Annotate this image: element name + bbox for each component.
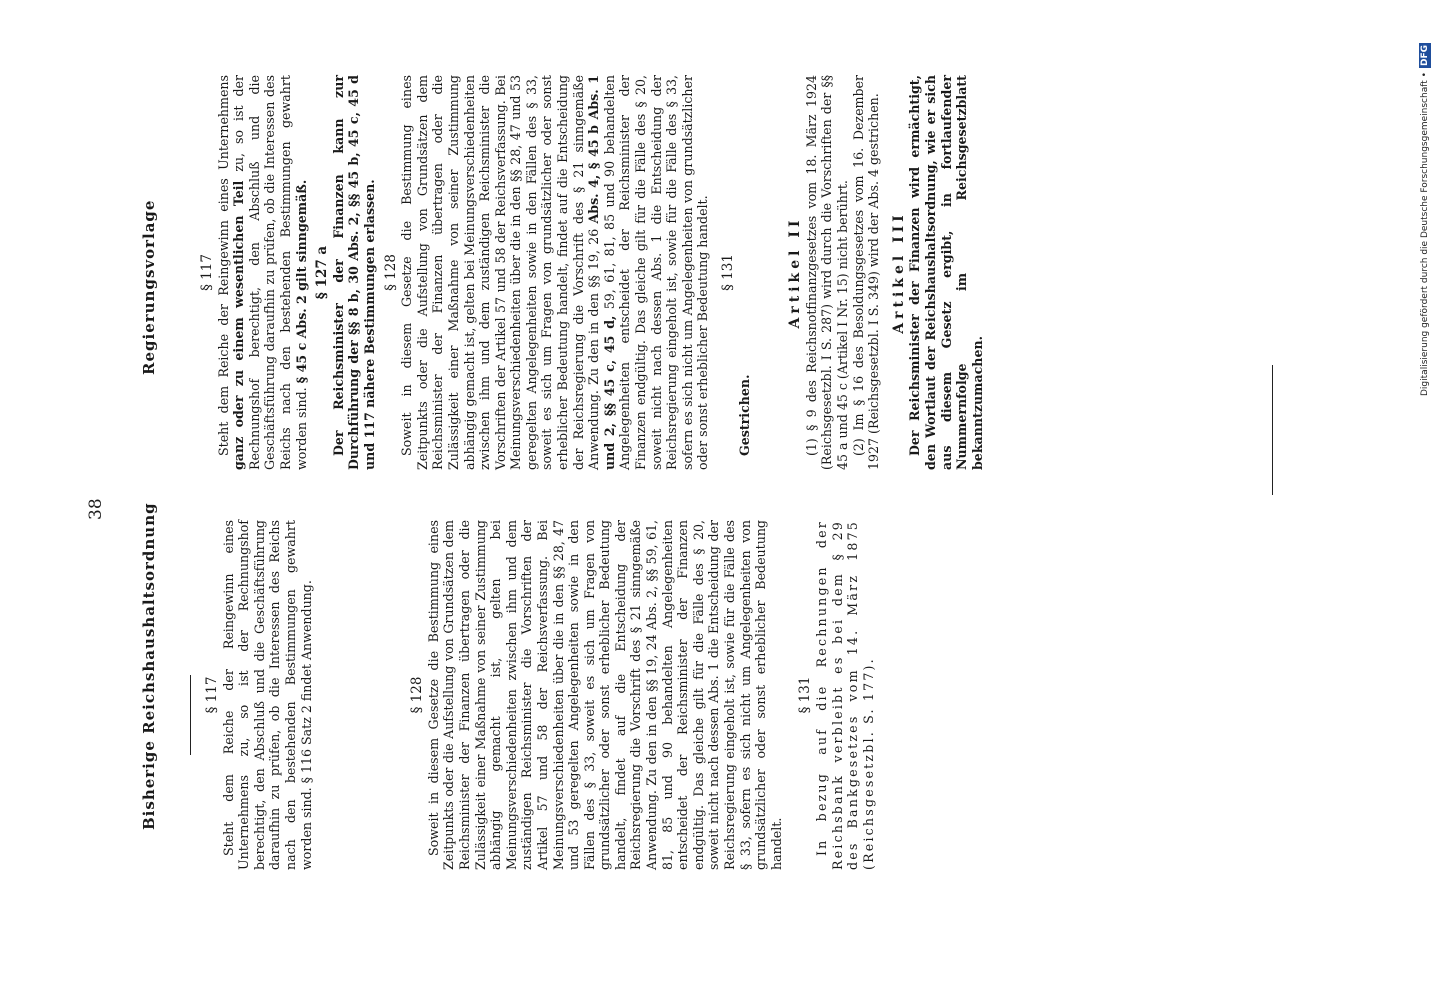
right-s128-heading: § 128	[382, 254, 399, 291]
digitization-note	[1418, 6, 1432, 396]
left-s131-heading: § 131	[797, 676, 814, 714]
right-s131-heading: § 131	[720, 254, 736, 291]
right-s117-text-b: zu, so ist der Rechnungshof berechtigt, den Abschluß und die Geschäftsführung daraufhin zu prüfen, ob die Interessen des Reichs nach den bestehenden Bestimmungen gewahrt worden sind.	[231, 75, 309, 470]
left-s131-text: In bezug auf die Rechnungen der Reichsbank verbleibt es bei dem § 29 des Bankgesetzes vom 14. März 1875 (Reichsgesetzbl. S. 177).	[814, 520, 876, 870]
right-column	[200, 75, 985, 470]
right-s128-text-a: Soweit in diesem Gesetze die Bestimmung eines Zeitpunkts oder die Aufstellung von Grundsätzen dem Reichsminister der Finanzen übertragen oder die Zulässigkeit einer Maßnahme von seiner Zustimmung abhängig gemacht ist, gelten bei Meinungsverschiedenheiten zwischen ihm und dem zuständigen Reichsminister die Vorschriften der Artikel 57 und 58 der Reichsverfassung. Bei Meinungsverschiedenheiten über die in den §§ 28, 47 und 53 geregelten Angelegenheiten sowie in den Fällen des § 33, soweit es sich um Fragen von grundsätzlicher oder sonst erheblicher Bedeutung handelt, findet auf die Entscheidung der Reichsregierung die Vorschrift des § 21 sinngemäße Anwendung. Zu den in den §§ 19, 26	[399, 75, 602, 470]
artikel-ii-para-1: (1) § 9 des Reichsnotfinanzgesetzes vom 18. März 1924 (Reichsgesetzbl. I S. 287) wird durch die Vorschriften der §§ 45 a und 45 c (Artikel I Nr. 15) nicht berührt.	[803, 75, 850, 470]
artikel-iii-heading: Artikel III	[890, 211, 907, 334]
artikel-iii-text: Der Reichsminister der Finanzen wird ermächtigt, den Wortlaut der Reichshaushaltsordnung, wie er sich aus diesem Gesetz ergibt, in fortlaufender Nummernfolge im Reichsgesetzblatt bekanntzumachen.	[907, 75, 985, 470]
right-s127a-text: Der Reichsminister der Finanzen kann zur Durchführung der §§ 8 b, 30 Abs. 2, §§ 45 b, 45 c, 45 d und 117 nähere Bestimmungen erlassen.	[330, 75, 377, 470]
left-s117-heading: § 117	[204, 676, 220, 714]
dfg-logo: DFG	[1420, 45, 1430, 67]
left-s128-heading: § 128	[409, 676, 426, 714]
artikel-ii-heading: Artikel II	[787, 216, 804, 329]
page-number: 38	[86, 498, 106, 520]
right-s131-text: Gestrichen.	[736, 374, 752, 456]
right-s128-text-bold: Abs. 4, § 45 b Abs. 1 und 2, §§ 45 c, 45 d,	[586, 75, 617, 470]
right-s117-text-bold2: § 45 c Abs. 2 gilt sinngemäß.	[293, 179, 309, 384]
left-s117-text: Steht dem Reiche der Reingewinn eines Unternehmens zu, so ist der Rechnungshof berechtigt, den Abschluß und die Geschäftsführung daraufhin zu prüfen, ob die Interessen des Reichs nach den bestehenden Bestimmungen gewahrt worden sind. § 116 Satz 2 findet Anwendung.	[220, 520, 314, 870]
digitization-note-text: Digitalisierung gefördert durch die Deutsche Forschungsgemeinschaft •	[1420, 72, 1430, 396]
right-s117-heading: § 117	[199, 254, 215, 291]
artikel-ii-para-2: (2) Im § 16 des Besoldungsgesetzes vom 16. Dezember 1927 (Reichsgesetzbl. I S. 349) wird der Abs. 4 gestrichen.	[850, 75, 882, 470]
left-column	[205, 520, 876, 870]
right-s128-text	[399, 75, 711, 470]
right-s117-text-bold: ganz oder zu einem wesentlichen Teil	[231, 180, 247, 470]
left-s128-text: Soweit in diesem Gesetze die Bestimmung eines Zeitpunkts oder die Aufstellung von Grundsätzen dem Reichsminister der Finanzen übertragen oder die Zulässigkeit einer Maßnahme von seiner Zustimmung abhängig gemacht ist, gelten bei Meinungsverschiedenheiten zwischen ihm und dem zuständigen Reichsminister die Vorschriften der Artikel 57 und 58 der Reichsverfassung. Bei Meinungsverschiedenheiten über die in den §§ 28, 47 und 53 geregelten Angelegenheiten sowie in den Fällen des § 33, soweit es sich um Fragen von grundsätzlicher oder sonst erheblicher Bedeutung handelt, findet auf die Entscheidung der Reichsregierung die Vorschrift des § 21 sinngemäße Anwendung. Zu den in den §§ 19, 24 Abs. 2, §§ 59, 61, 81, 85 und 90 behandelten Angelegenheiten entscheidet der Reichsminister der Finanzen endgültig. Das gleiche gilt für die Fälle des § 20, soweit nicht nach dessen Abs. 1 die Entscheidung der Reichsregierung eingeholt ist, sowie für die Fälle des § 33, sofern es sich nicht um Angelegenheiten von grundsätzlicher oder sonst erheblicher Bedeutung handelt.	[425, 520, 784, 870]
right-column-header: Regierungsvorlage	[140, 199, 158, 375]
right-s128-text-b: 59, 61, 81, 85 und 90 behandelten Angelegenheiten entscheidet der Reichsminister der Finanzen endgültig. Das gleiche gilt für die Fälle des § 20, soweit nicht nach dessen Abs. 1 die Entscheidung der Reichsregierung eingeholt ist, sowie für die Fälle des § 33, sofern es sich nicht um Angelegenheiten von grundsätzlicher oder sonst erheblicher Bedeutung handelt.	[601, 75, 711, 470]
right-s117-text-a: Steht dem Reiche der Reingewinn eines Unternehmens	[215, 75, 231, 456]
right-s117-text	[216, 75, 310, 470]
end-rule	[1272, 365, 1273, 495]
right-s127a-heading: § 127 a	[314, 245, 331, 300]
left-column-header: Bisherige Reichshaushaltsordnung	[140, 502, 158, 830]
divider-rule	[190, 675, 191, 755]
